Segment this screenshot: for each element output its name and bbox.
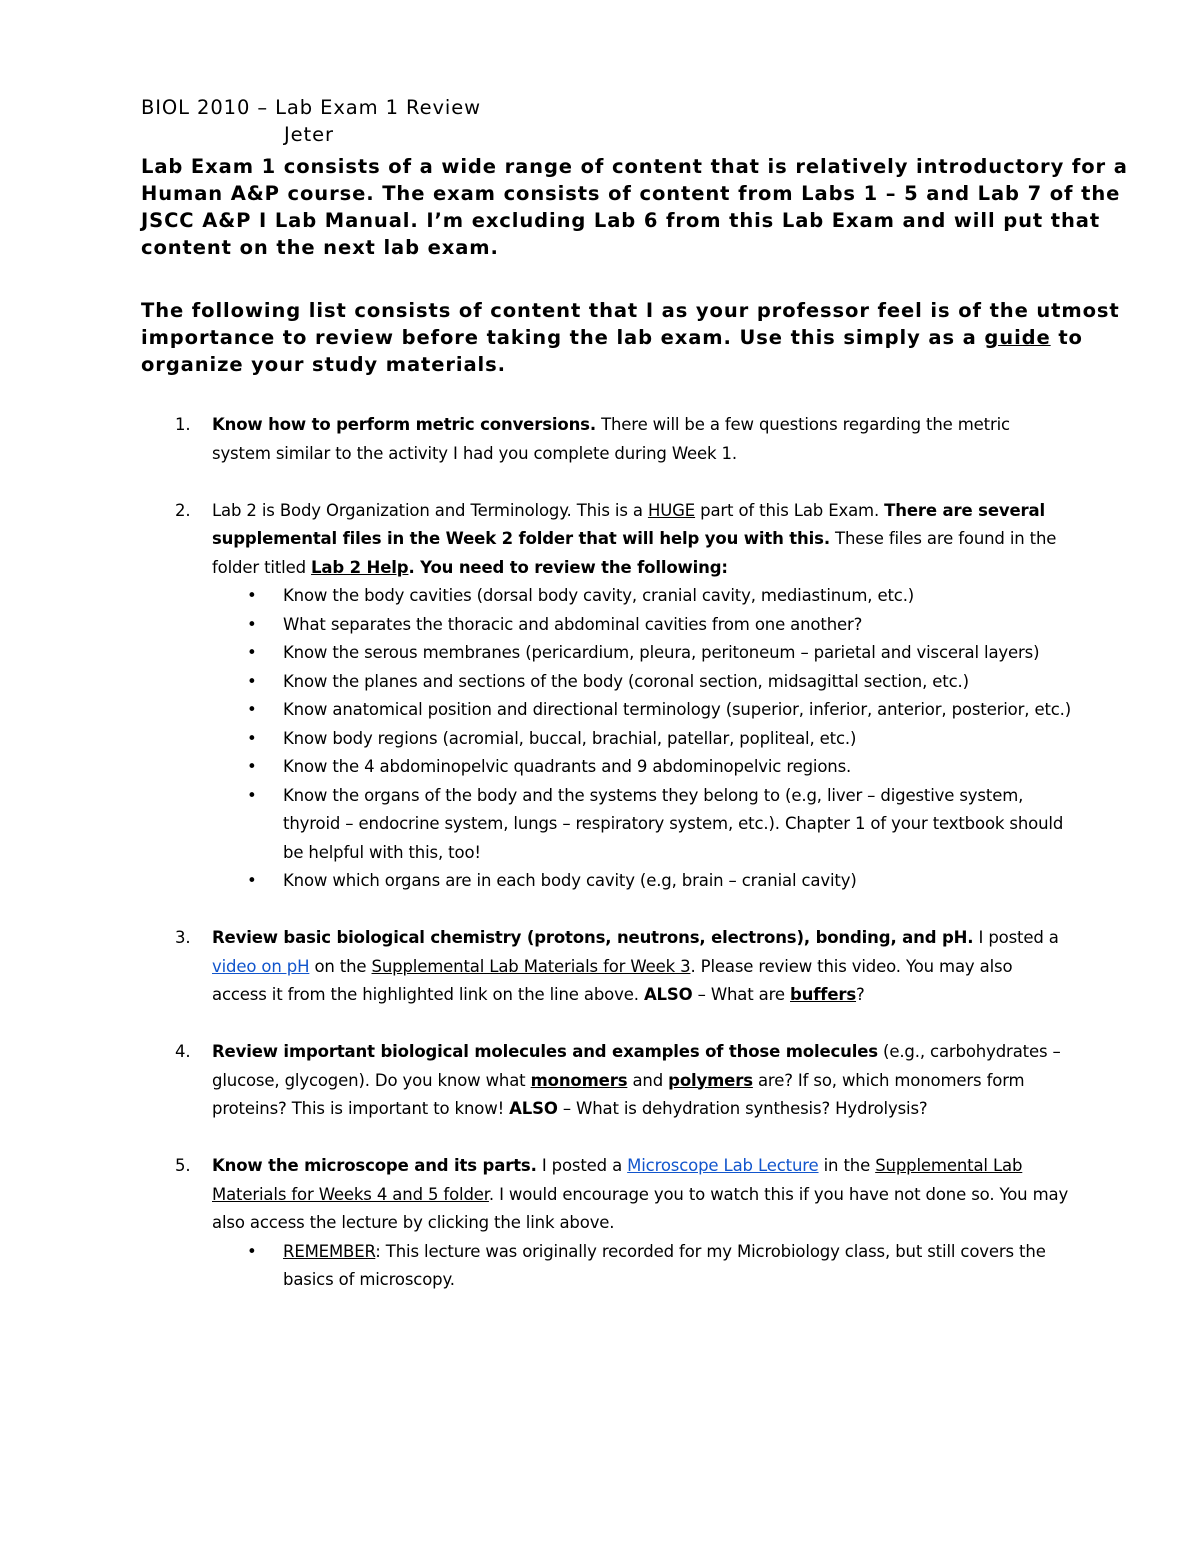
guide-text-after: to organize your study materials.: [141, 326, 1083, 376]
author-name: Jeter: [284, 123, 334, 146]
bullet-item: • Know anatomical position and directional terminology (superior, inferior, anterior, posterior, etc.): [283, 696, 1073, 725]
bullet-icon: •: [247, 871, 257, 890]
monomers-term: monomers: [530, 1070, 628, 1090]
bullet-icon: •: [247, 785, 257, 805]
bullet-item: • Know the organs of the body and the systems they belong to (e.g, liver – digestive system, thyroid – endocrine system, lungs – respiratory system, etc.). Chapter 1 of your textbook should be helpful with this, too!: [283, 782, 1073, 868]
list-item-3: [175, 924, 1072, 1010]
item-number: 1.: [175, 415, 191, 434]
guide-text-before: The following list consists of content that I as your professor feel is of the utmost importance to review before taking the lab exam. Use this simply as a: [141, 299, 1120, 349]
item-heading: Review basic biological chemistry (protons, neutrons, electrons), bonding, and pH.: [212, 928, 974, 947]
bullet-icon: •: [247, 643, 257, 662]
item-text: on the: [309, 956, 372, 976]
item-text: and: [627, 1070, 669, 1090]
lab-2-help-folder: Lab 2 Help: [311, 557, 409, 577]
item-number: 2.: [175, 500, 191, 520]
item-heading: There are several supplemental files in the Week 2 folder that will help you with this.: [212, 500, 1045, 548]
guide-word: guide: [984, 326, 1051, 349]
polymers-term: polymers: [668, 1070, 753, 1090]
item-text: in the: [818, 1156, 876, 1175]
item-text: (e.g., carbohydrates – glucose, glycogen). Do you know what: [212, 1042, 1061, 1090]
item-text: – What are: [692, 985, 791, 1004]
review-list: [0, 411, 1200, 1323]
intro-text: Lab Exam 1 consists of a wide range of content that is relatively introductory for a Human A&P course. The exam consists of content from Labs 1 – 5 and Lab 7 of the JSCC A&P I Lab Manual. I’m excluding Lab 6 from this Lab Exam and will put that content on the next lab exam.: [141, 155, 1128, 259]
document-title: BIOL 2010 – Lab Exam 1 Review: [141, 96, 481, 119]
also-label: ALSO: [509, 1099, 558, 1118]
list-item-1: [175, 411, 1072, 468]
item-text: Lab 2 is Body Organization and Terminology. This is a: [212, 500, 648, 520]
bullet-item: • Know the 4 abdominopelvic quadrants and 9 abdominopelvic regions.: [283, 753, 1073, 782]
item-text: These files are found in the folder titled: [212, 529, 1057, 577]
microscope-lab-lecture-link[interactable]: Microscope Lab Lecture: [627, 1156, 819, 1175]
list-item-2: [175, 497, 1072, 896]
bullet-item: • Know the planes and sections of the body (coronal section, midsagittal section, etc.): [283, 668, 1073, 697]
bullet-item: • Know body regions (acromial, buccal, brachial, patellar, popliteal, etc.): [283, 725, 1073, 754]
item-text: part of this Lab Exam.: [695, 500, 885, 520]
huge-word: HUGE: [647, 500, 696, 520]
item-text: . I would encourage you to watch this if you have not done so. You may also access the lecture by clicking the link above.: [212, 1184, 1069, 1232]
item-text: I posted a: [536, 1156, 628, 1175]
item-text: There will be a few questions regarding the metric system similar to the activity I had you complete during Week 1.: [212, 415, 1010, 463]
review-following-heading: You need to review the following:: [414, 557, 728, 577]
intro-paragraph: [141, 153, 1141, 261]
item-heading: Know how to perform metric conversions.: [212, 415, 596, 434]
item-heading: Review important biological molecules and examples of those molecules: [212, 1042, 878, 1061]
item-number: 4.: [175, 1042, 191, 1061]
bullet-icon: •: [247, 700, 257, 719]
bullet-item: [247, 1238, 1073, 1295]
microscope-bullet-list: [212, 1238, 1072, 1295]
bullet-icon: •: [247, 586, 257, 605]
bullet-icon: •: [247, 1241, 257, 1261]
item-heading: Know the microscope and its parts.: [212, 1156, 537, 1175]
bullet-item: • What separates the thoracic and abdominal cavities from one another?: [283, 611, 1073, 640]
week-3-folder: Supplemental Lab Materials for Week 3: [371, 956, 691, 976]
item-text: are? If so, which monomers form proteins? This is important to know!: [212, 1070, 1025, 1118]
also-label: ALSO: [643, 985, 693, 1004]
bullet-icon: •: [247, 614, 257, 634]
buffers-term: buffers: [790, 985, 857, 1004]
list-item-5: [175, 1152, 1072, 1295]
remember-label: REMEMBER: [283, 1241, 376, 1261]
list-item-4: [175, 1038, 1072, 1124]
item-text: . Please review this video. You may also access it from the highlighted link on the line above.: [212, 956, 1013, 1004]
item-text: : This lecture was originally recorded for my Microbiology class, but still covers the basics of microscopy.: [283, 1241, 1046, 1289]
item-number: 5.: [175, 1156, 191, 1175]
bullet-icon: •: [247, 728, 257, 748]
item-text: I posted a: [973, 928, 1059, 947]
lab-2-bullet-list: [212, 582, 1072, 896]
item-number: 3.: [175, 928, 191, 947]
guide-paragraph: [141, 297, 1141, 378]
bullet-item: • Know the body cavities (dorsal body cavity, cranial cavity, mediastinum, etc.): [283, 582, 1073, 611]
weeks-4-5-folder: Supplemental Lab Materials for Weeks 4 and 5 folder: [212, 1156, 1023, 1204]
bullet-icon: •: [247, 671, 257, 691]
video-on-ph-link[interactable]: video on pH: [212, 956, 310, 976]
item-text: ?: [856, 985, 865, 1004]
bullet-item: • Know which organs are in each body cavity (e.g, brain – cranial cavity): [283, 867, 1073, 896]
item-text: – What is dehydration synthesis? Hydrolysis?: [557, 1099, 928, 1118]
item-text: .: [408, 557, 415, 577]
bullet-item: • Know the serous membranes (pericardium, pleura, peritoneum – parietal and visceral layers): [283, 639, 1073, 668]
bullet-icon: •: [247, 757, 257, 776]
